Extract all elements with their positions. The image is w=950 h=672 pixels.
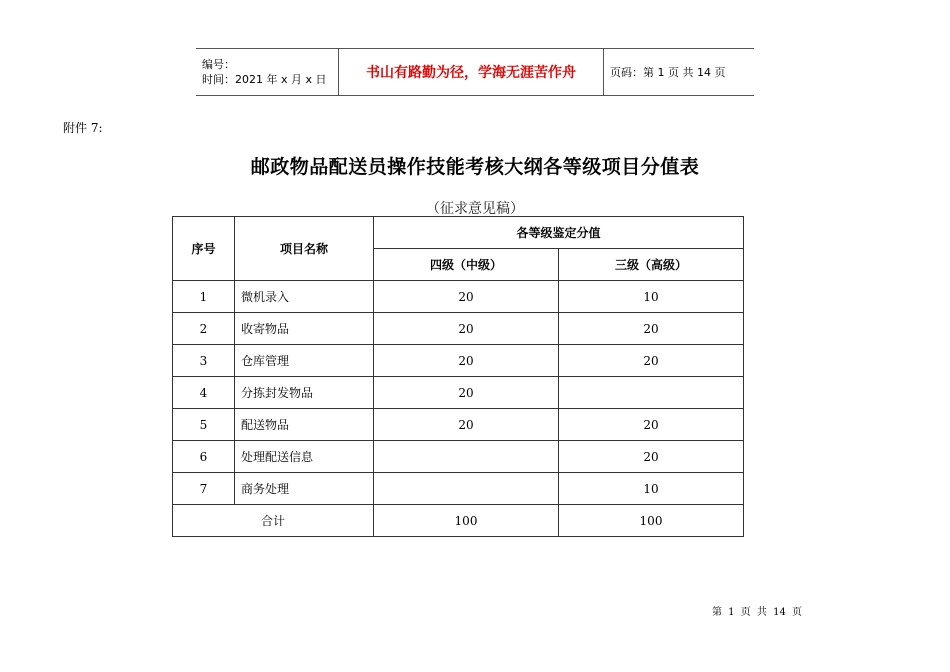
- row-level3-score: 10: [559, 473, 744, 505]
- row-number: 3: [173, 345, 235, 377]
- row-item-name: 处理配送信息: [235, 441, 374, 473]
- score-table: [172, 216, 744, 537]
- table-row: [173, 473, 744, 505]
- date-label: 时间：2021 年 x 月 x 日: [202, 73, 327, 86]
- attachment-label: 附件 7:: [63, 121, 103, 135]
- row-number: 4: [173, 377, 235, 409]
- row-level3-score: 20: [559, 441, 744, 473]
- row-level4-score: [374, 473, 559, 505]
- table-row: [173, 409, 744, 441]
- row-level3-score: 10: [559, 281, 744, 313]
- table-row: [173, 281, 744, 313]
- serial-number-label: 编号：: [202, 58, 235, 71]
- row-number: 2: [173, 313, 235, 345]
- total-label: 合计: [173, 505, 374, 537]
- total-level3: 100: [559, 505, 744, 537]
- table-row: [173, 377, 744, 409]
- row-level4-score: 20: [374, 345, 559, 377]
- row-item-name: 商务处理: [235, 473, 374, 505]
- row-level4-score: 20: [374, 313, 559, 345]
- row-item-name: 仓库管理: [235, 345, 374, 377]
- column-header-level-scores: 各等级鉴定分值: [374, 217, 744, 249]
- row-number: 1: [173, 281, 235, 313]
- row-number: 7: [173, 473, 235, 505]
- table-row: [173, 441, 744, 473]
- row-level4-score: [374, 441, 559, 473]
- header-motto: 书山有路勤为径，学海无涯苦作舟: [339, 49, 604, 96]
- table-row: [173, 345, 744, 377]
- row-item-name: 收寄物品: [235, 313, 374, 345]
- row-level4-score: 20: [374, 409, 559, 441]
- row-item-name: 微机录入: [235, 281, 374, 313]
- column-header-item-name: 项目名称: [235, 217, 374, 281]
- row-level3-score: [559, 377, 744, 409]
- row-level4-score: 20: [374, 377, 559, 409]
- row-number: 6: [173, 441, 235, 473]
- page-subtitle: （征求意见稿）: [426, 201, 524, 217]
- document-header: [196, 48, 754, 96]
- header-page-number: 页码：第 1 页 共 14 页: [604, 49, 755, 96]
- row-level3-score: 20: [559, 409, 744, 441]
- column-header-level4: 四级（中级）: [374, 249, 559, 281]
- page-footer: 第 1 页 共 14 页: [712, 607, 802, 618]
- row-item-name: 分拣封发物品: [235, 377, 374, 409]
- header-left: [196, 49, 339, 96]
- row-level4-score: 20: [374, 281, 559, 313]
- column-header-number: 序号: [173, 217, 235, 281]
- row-level3-score: 20: [559, 345, 744, 377]
- row-level3-score: 20: [559, 313, 744, 345]
- row-number: 5: [173, 409, 235, 441]
- row-item-name: 配送物品: [235, 409, 374, 441]
- page-title: 邮政物品配送员操作技能考核大纲各等级项目分值表: [250, 156, 700, 178]
- column-header-level3: 三级（高级）: [559, 249, 744, 281]
- total-level4: 100: [374, 505, 559, 537]
- table-header-row: [173, 217, 744, 249]
- table-row: [173, 313, 744, 345]
- table-total-row: [173, 505, 744, 537]
